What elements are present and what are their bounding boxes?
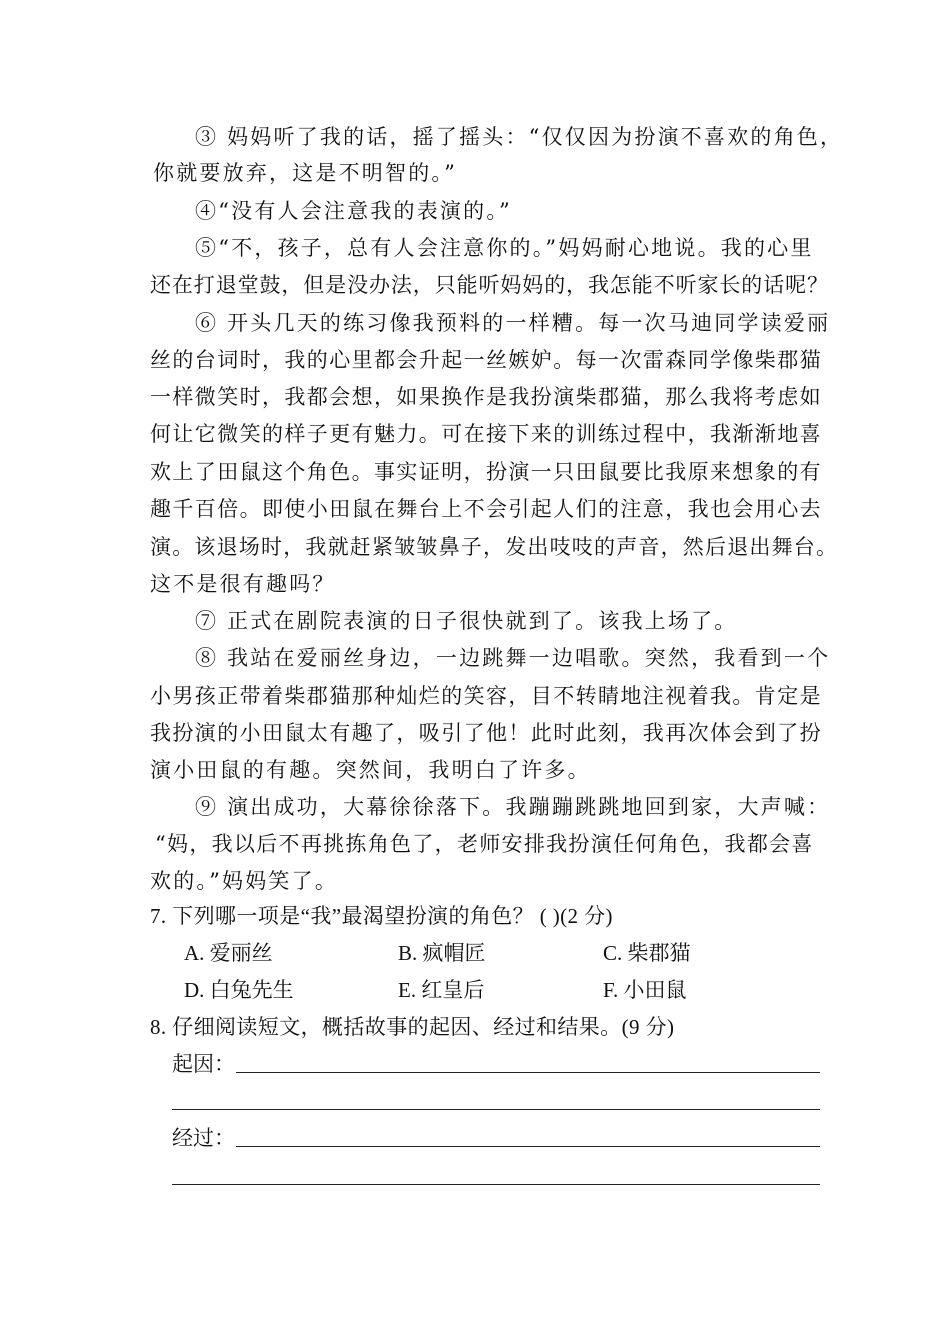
option-b[interactable]: B. 疯帽匠 bbox=[398, 941, 486, 965]
passage-line: 我扮演的小田鼠太有趣了，吸引了他！此时此刻，我再次体会到了扮 bbox=[150, 721, 822, 745]
passage-line: 何让它微笑的样子更有魅力。可在接下来的训练过程中，我渐渐地喜 bbox=[150, 422, 822, 446]
passage-line: ④“没有人会注意我的表演的。” bbox=[195, 199, 512, 223]
option-f[interactable]: F. 小田鼠 bbox=[603, 978, 687, 1002]
passage-line: 欢上了田鼠这个角色。事实证明，扮演一只田鼠要比我原来想象的有 bbox=[150, 460, 822, 484]
passage-line: ⑧ 我站在爱丽丝身边，一边跳舞一边唱歌。突然，我看到一个 bbox=[195, 646, 831, 670]
option-d[interactable]: D. 白兔先生 bbox=[184, 978, 294, 1002]
passage-line: 这不是很有趣吗？ bbox=[150, 572, 336, 596]
passage-line: 演小田鼠的有趣。突然间，我明白了许多。 bbox=[150, 758, 591, 782]
option-a[interactable]: A. 爱丽丝 bbox=[184, 941, 273, 965]
process-label: 经过： bbox=[172, 1126, 235, 1150]
process-answer-line-2[interactable] bbox=[172, 1184, 820, 1185]
passage-line: 丝的台词时，我的心里都会升起一丝嫉妒。每一次雷森同学像柴郡猫 bbox=[150, 348, 822, 372]
cause-label: 起因： bbox=[172, 1052, 235, 1076]
passage-line: ⑤“不，孩子，总有人会注意你的。”妈妈耐心地说。我的心里 bbox=[195, 236, 814, 260]
passage-line: ③ 妈妈听了我的话，摇了摇头：“仅仅因为扮演不喜欢的角色， bbox=[195, 125, 844, 149]
passage-line: 一样微笑时，我都会想，如果换作是我扮演柴郡猫，那么我将考虑如 bbox=[150, 385, 822, 409]
passage-line: 还在打退堂鼓，但是没办法，只能听妈妈的，我怎能不听家长的话呢？ bbox=[150, 273, 829, 297]
question-8-stem: 8. 仔细阅读短文，概括故事的起因、经过和结果。(9 分) bbox=[150, 1015, 675, 1039]
cause-answer-line-2[interactable] bbox=[172, 1109, 820, 1110]
question-7-stem: 7. 下列哪一项是“我”最渴望扮演的角色？ ( )(2 分) bbox=[150, 904, 613, 928]
passage-line: ⑦ 正式在剧院表演的日子很快就到了。该我上场了。 bbox=[195, 609, 738, 633]
passage-line: ⑨ 演出成功，大幕徐徐落下。我蹦蹦跳跳地回到家，大声喊： bbox=[195, 795, 831, 819]
cause-answer-line[interactable] bbox=[236, 1072, 820, 1073]
passage-line: 你就要放弃，这是不明智的。” bbox=[153, 161, 458, 185]
passage-line: 欢的。”妈妈笑了。 bbox=[150, 869, 339, 893]
passage-line: “妈，我以后不再挑拣角色了，老师安排我扮演任何角色，我都会喜 bbox=[155, 832, 814, 856]
process-answer-line[interactable] bbox=[236, 1146, 820, 1147]
passage-line: 小男孩正带着柴郡猫那种灿烂的笑容，目不转睛地注视着我。肯定是 bbox=[150, 684, 822, 708]
option-e[interactable]: E. 红皇后 bbox=[398, 978, 485, 1002]
passage-line: ⑥ 开头几天的练习像我预料的一样糟。每一次马迪同学读爱丽 bbox=[195, 311, 831, 335]
option-c[interactable]: C. 柴郡猫 bbox=[603, 941, 691, 965]
passage-line: 趣千百倍。即使小田鼠在舞台上不会引起人们的注意，我也会用心去 bbox=[150, 497, 822, 521]
passage-line: 演。该退场时，我就赶紧皱皱鼻子，发出吱吱的声音，然后退出舞台。 bbox=[150, 535, 839, 559]
